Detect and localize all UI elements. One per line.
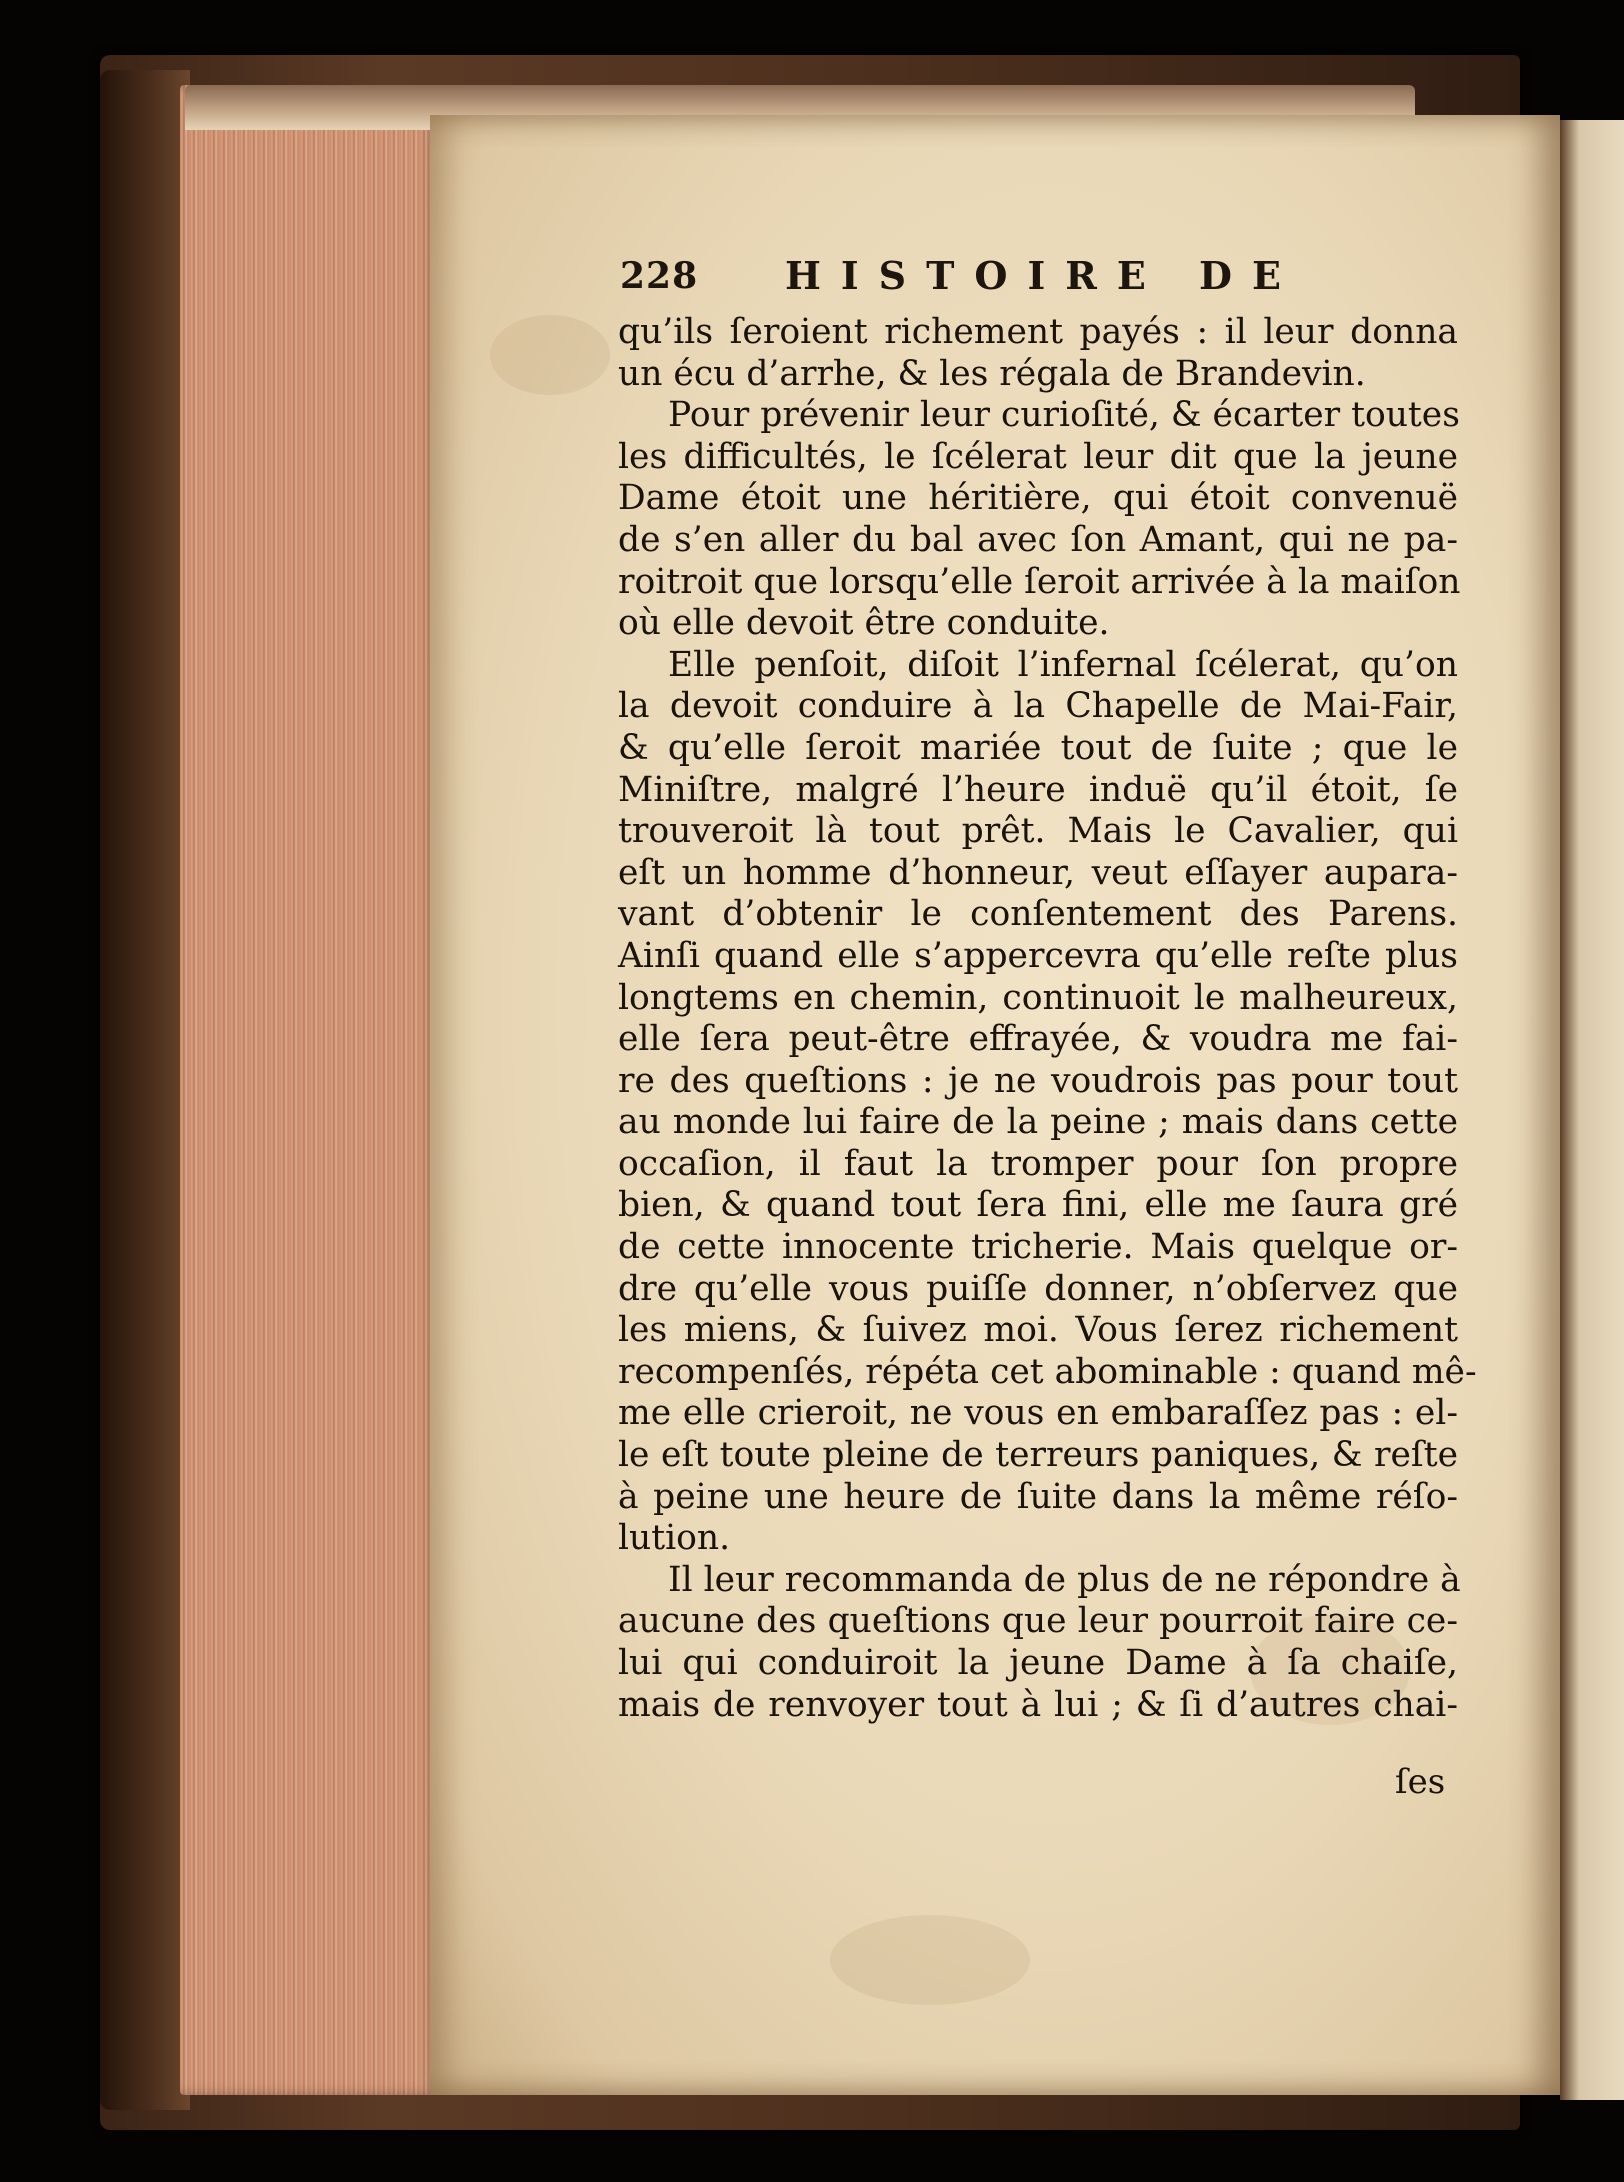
text-line: Il leur recommanda de plus de ne répondre à bbox=[668, 1559, 1461, 1600]
text-line: Dame étoit une héritière, qui étoit convenuë bbox=[618, 478, 1458, 519]
text-line: roitroit que lorsqu’elle ſeroit arrivée à la maiſon bbox=[618, 561, 1461, 602]
foxing-spot bbox=[830, 1915, 1030, 2005]
facing-page-edge bbox=[1560, 120, 1624, 2100]
text-line: lui qui conduiroit la jeune Dame à ſa chaiſe, bbox=[618, 1643, 1458, 1683]
text-line: vant d’obtenir le conſentement des Parens. bbox=[618, 894, 1458, 935]
text-line: bien, & quand tout ſera fini, elle me ſaura gré bbox=[618, 1185, 1458, 1226]
text-line: mais de renvoyer tout à lui ; & ſi d’autres chai- bbox=[618, 1684, 1458, 1725]
text-line: eſt un homme d’honneur, veut eſſayer aupara- bbox=[618, 852, 1458, 893]
text-line: dre qu’elle vous puiſſe donner, n’obſervez que bbox=[618, 1268, 1458, 1309]
text-line: de cette innocente tricherie. Mais quelque or- bbox=[618, 1227, 1458, 1268]
book-spine bbox=[100, 70, 190, 2110]
text-line: Elle penſoit, diſoit l’infernal ſcélerat, qu’on bbox=[668, 644, 1458, 685]
catchword: ſes bbox=[1395, 1762, 1446, 1802]
text-line: recompenſés, répéta cet abominable : quand mê- bbox=[618, 1351, 1477, 1392]
text-line: la devoit conduire à la Chapelle de Mai-Fair, bbox=[618, 686, 1458, 727]
page-header bbox=[620, 253, 1400, 298]
text-line: un écu d’arrhe, & les régala de Brandevin. bbox=[618, 353, 1366, 394]
text-line: trouveroit là tout prêt. Mais le Cavalier, qui bbox=[618, 811, 1458, 852]
text-line: le eſt toute pleine de terreurs paniques, & reſte bbox=[618, 1435, 1458, 1476]
text-line: où elle devoit être conduite. bbox=[618, 603, 1110, 644]
page-number: 228 bbox=[620, 255, 699, 297]
text-line: aucune des queſtions que leur pourroit faire ce- bbox=[618, 1601, 1458, 1642]
text-line: me elle crieroit, ne vous en embaraſſez pas : el- bbox=[618, 1393, 1458, 1434]
text-line: & qu’elle ſeroit mariée tout de ſuite ; que le bbox=[618, 727, 1458, 768]
text-line: les miens, & ſuivez moi. Vous ſerez richement bbox=[618, 1310, 1458, 1351]
text-line: Ainſi quand elle s’appercevra qu’elle reſte plus bbox=[618, 935, 1458, 976]
text-line: au monde lui faire de la peine ; mais dans cette bbox=[618, 1102, 1458, 1143]
text-line: qu’ils ſeroient richement payés : il leur donna bbox=[618, 312, 1458, 352]
text-line: Pour prévenir leur curioſité, & écarter toutes bbox=[668, 395, 1460, 436]
text-line: les difficultés, le ſcélerat leur dit que la jeune bbox=[618, 436, 1458, 477]
running-title: HISTOIRE DE bbox=[785, 253, 1301, 298]
text-line: longtems en chemin, continuoit le malheureux, bbox=[618, 977, 1458, 1018]
text-line: Miniſtre, malgré l’heure induë qu’il étoit, ſe bbox=[618, 769, 1458, 810]
text-line: à peine une heure de ſuite dans la même réſo- bbox=[618, 1476, 1458, 1517]
text-line: re des queſtions : je ne voudrois pas pour tout bbox=[618, 1060, 1458, 1101]
text-line: elle ſera peut-être effrayée, & voudra me fai- bbox=[618, 1019, 1458, 1060]
text-line: lution. bbox=[618, 1518, 731, 1559]
text-line: de s’en aller du bal avec ſon Amant, qui ne pa- bbox=[618, 519, 1458, 560]
body-text bbox=[618, 312, 1477, 1726]
page-edges bbox=[180, 85, 440, 2095]
foxing-spot bbox=[490, 315, 610, 395]
text-line: occaſion, il faut la tromper pour ſon propre bbox=[618, 1143, 1458, 1184]
